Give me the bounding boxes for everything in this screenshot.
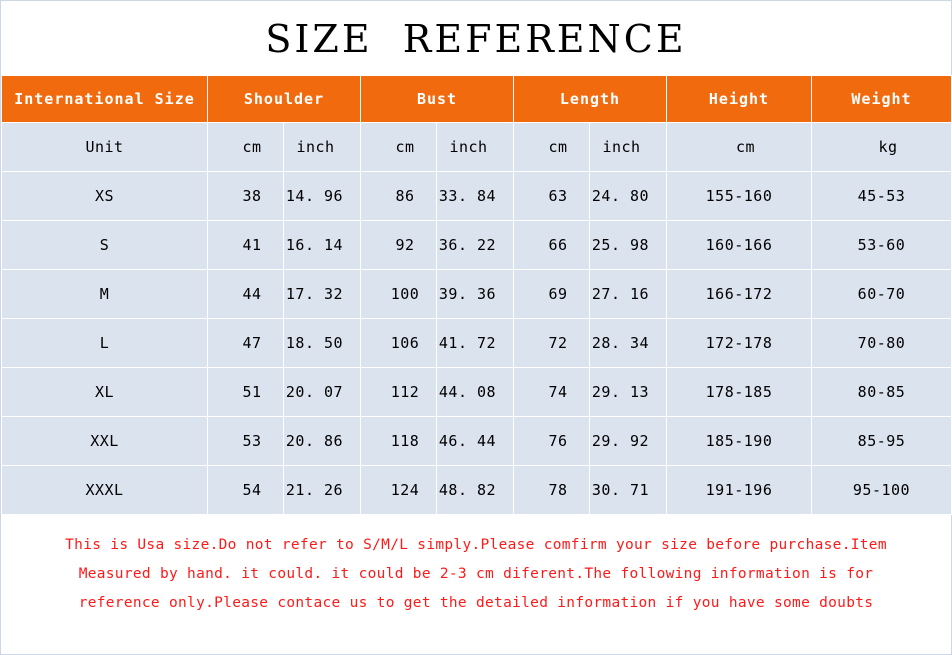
unit-bust-inch: inch bbox=[437, 122, 514, 171]
cell-bust-cm: 118 bbox=[361, 416, 437, 465]
cell-shoulder-inch: 20. 86 bbox=[284, 416, 361, 465]
unit-shoulder-inch: inch bbox=[284, 122, 361, 171]
disclaimer-notice bbox=[1, 515, 951, 628]
cell-bust-inch: 46. 44 bbox=[437, 416, 514, 465]
cell-shoulder-inch: 21. 26 bbox=[284, 465, 361, 514]
disclaimer-line-2: Measured by hand. it could. it could be 2-3 cm diferent.The following information is for bbox=[78, 565, 874, 582]
cell-length-inch: 25. 98 bbox=[590, 220, 667, 269]
cell-weight: 85-95 bbox=[812, 416, 952, 465]
cell-weight: 53-60 bbox=[812, 220, 952, 269]
column-header-length: Length bbox=[514, 75, 667, 122]
cell-shoulder-cm: 53 bbox=[208, 416, 284, 465]
table-row bbox=[2, 171, 952, 220]
cell-bust-cm: 100 bbox=[361, 269, 437, 318]
size-reference-table bbox=[1, 75, 952, 515]
cell-size: XXXL bbox=[2, 465, 208, 514]
cell-shoulder-inch: 18. 50 bbox=[284, 318, 361, 367]
cell-length-cm: 72 bbox=[514, 318, 590, 367]
cell-shoulder-inch: 20. 07 bbox=[284, 367, 361, 416]
page-title: SIZE REFERENCE bbox=[265, 17, 687, 61]
cell-weight: 95-100 bbox=[812, 465, 952, 514]
cell-shoulder-inch: 17. 32 bbox=[284, 269, 361, 318]
cell-shoulder-inch: 14. 96 bbox=[284, 171, 361, 220]
table-row bbox=[2, 367, 952, 416]
cell-height: 172-178 bbox=[667, 318, 812, 367]
cell-length-cm: 63 bbox=[514, 171, 590, 220]
cell-weight: 45-53 bbox=[812, 171, 952, 220]
unit-label: Unit bbox=[2, 122, 208, 171]
cell-weight: 70-80 bbox=[812, 318, 952, 367]
cell-size: S bbox=[2, 220, 208, 269]
cell-bust-inch: 33. 84 bbox=[437, 171, 514, 220]
table-header-row bbox=[2, 75, 952, 122]
unit-weight: kg bbox=[812, 122, 952, 171]
unit-bust-cm: cm bbox=[361, 122, 437, 171]
cell-shoulder-cm: 41 bbox=[208, 220, 284, 269]
cell-height: 185-190 bbox=[667, 416, 812, 465]
cell-shoulder-cm: 54 bbox=[208, 465, 284, 514]
cell-height: 160-166 bbox=[667, 220, 812, 269]
cell-weight: 80-85 bbox=[812, 367, 952, 416]
cell-size: M bbox=[2, 269, 208, 318]
cell-size: XL bbox=[2, 367, 208, 416]
cell-length-inch: 29. 92 bbox=[590, 416, 667, 465]
cell-size: L bbox=[2, 318, 208, 367]
cell-bust-inch: 39. 36 bbox=[437, 269, 514, 318]
cell-shoulder-cm: 44 bbox=[208, 269, 284, 318]
cell-shoulder-cm: 47 bbox=[208, 318, 284, 367]
cell-bust-cm: 92 bbox=[361, 220, 437, 269]
column-header-height: Height bbox=[667, 75, 812, 122]
cell-height: 166-172 bbox=[667, 269, 812, 318]
unit-length-cm: cm bbox=[514, 122, 590, 171]
table-row bbox=[2, 269, 952, 318]
cell-bust-cm: 112 bbox=[361, 367, 437, 416]
cell-length-cm: 78 bbox=[514, 465, 590, 514]
cell-bust-cm: 86 bbox=[361, 171, 437, 220]
cell-shoulder-cm: 51 bbox=[208, 367, 284, 416]
cell-bust-cm: 106 bbox=[361, 318, 437, 367]
table-row bbox=[2, 220, 952, 269]
disclaimer-line-1: This is Usa size.Do not refer to S/M/L simply.Please comfirm your size before purchase.Item bbox=[65, 536, 887, 553]
column-header-weight: Weight bbox=[812, 75, 952, 122]
cell-bust-cm: 124 bbox=[361, 465, 437, 514]
cell-size: XS bbox=[2, 171, 208, 220]
cell-bust-inch: 48. 82 bbox=[437, 465, 514, 514]
cell-height: 155-160 bbox=[667, 171, 812, 220]
table-row-unit bbox=[2, 122, 952, 171]
column-header-international-size: International Size bbox=[2, 75, 208, 122]
table-row bbox=[2, 318, 952, 367]
cell-shoulder-cm: 38 bbox=[208, 171, 284, 220]
cell-bust-inch: 41. 72 bbox=[437, 318, 514, 367]
cell-length-inch: 30. 71 bbox=[590, 465, 667, 514]
cell-length-cm: 69 bbox=[514, 269, 590, 318]
column-header-shoulder: Shoulder bbox=[208, 75, 361, 122]
cell-shoulder-inch: 16. 14 bbox=[284, 220, 361, 269]
unit-height: cm bbox=[667, 122, 812, 171]
cell-length-cm: 66 bbox=[514, 220, 590, 269]
table-row bbox=[2, 465, 952, 514]
unit-length-inch: inch bbox=[590, 122, 667, 171]
cell-height: 191-196 bbox=[667, 465, 812, 514]
disclaimer-line-3: reference only.Please contace us to get the detailed information if you have some doubts bbox=[78, 594, 874, 611]
cell-length-inch: 29. 13 bbox=[590, 367, 667, 416]
cell-weight: 60-70 bbox=[812, 269, 952, 318]
unit-shoulder-cm: cm bbox=[208, 122, 284, 171]
cell-length-cm: 74 bbox=[514, 367, 590, 416]
cell-bust-inch: 44. 08 bbox=[437, 367, 514, 416]
cell-length-cm: 76 bbox=[514, 416, 590, 465]
cell-height: 178-185 bbox=[667, 367, 812, 416]
cell-length-inch: 27. 16 bbox=[590, 269, 667, 318]
cell-length-inch: 24. 80 bbox=[590, 171, 667, 220]
cell-length-inch: 28. 34 bbox=[590, 318, 667, 367]
cell-size: XXL bbox=[2, 416, 208, 465]
column-header-bust: Bust bbox=[361, 75, 514, 122]
table-row bbox=[2, 416, 952, 465]
cell-bust-inch: 36. 22 bbox=[437, 220, 514, 269]
